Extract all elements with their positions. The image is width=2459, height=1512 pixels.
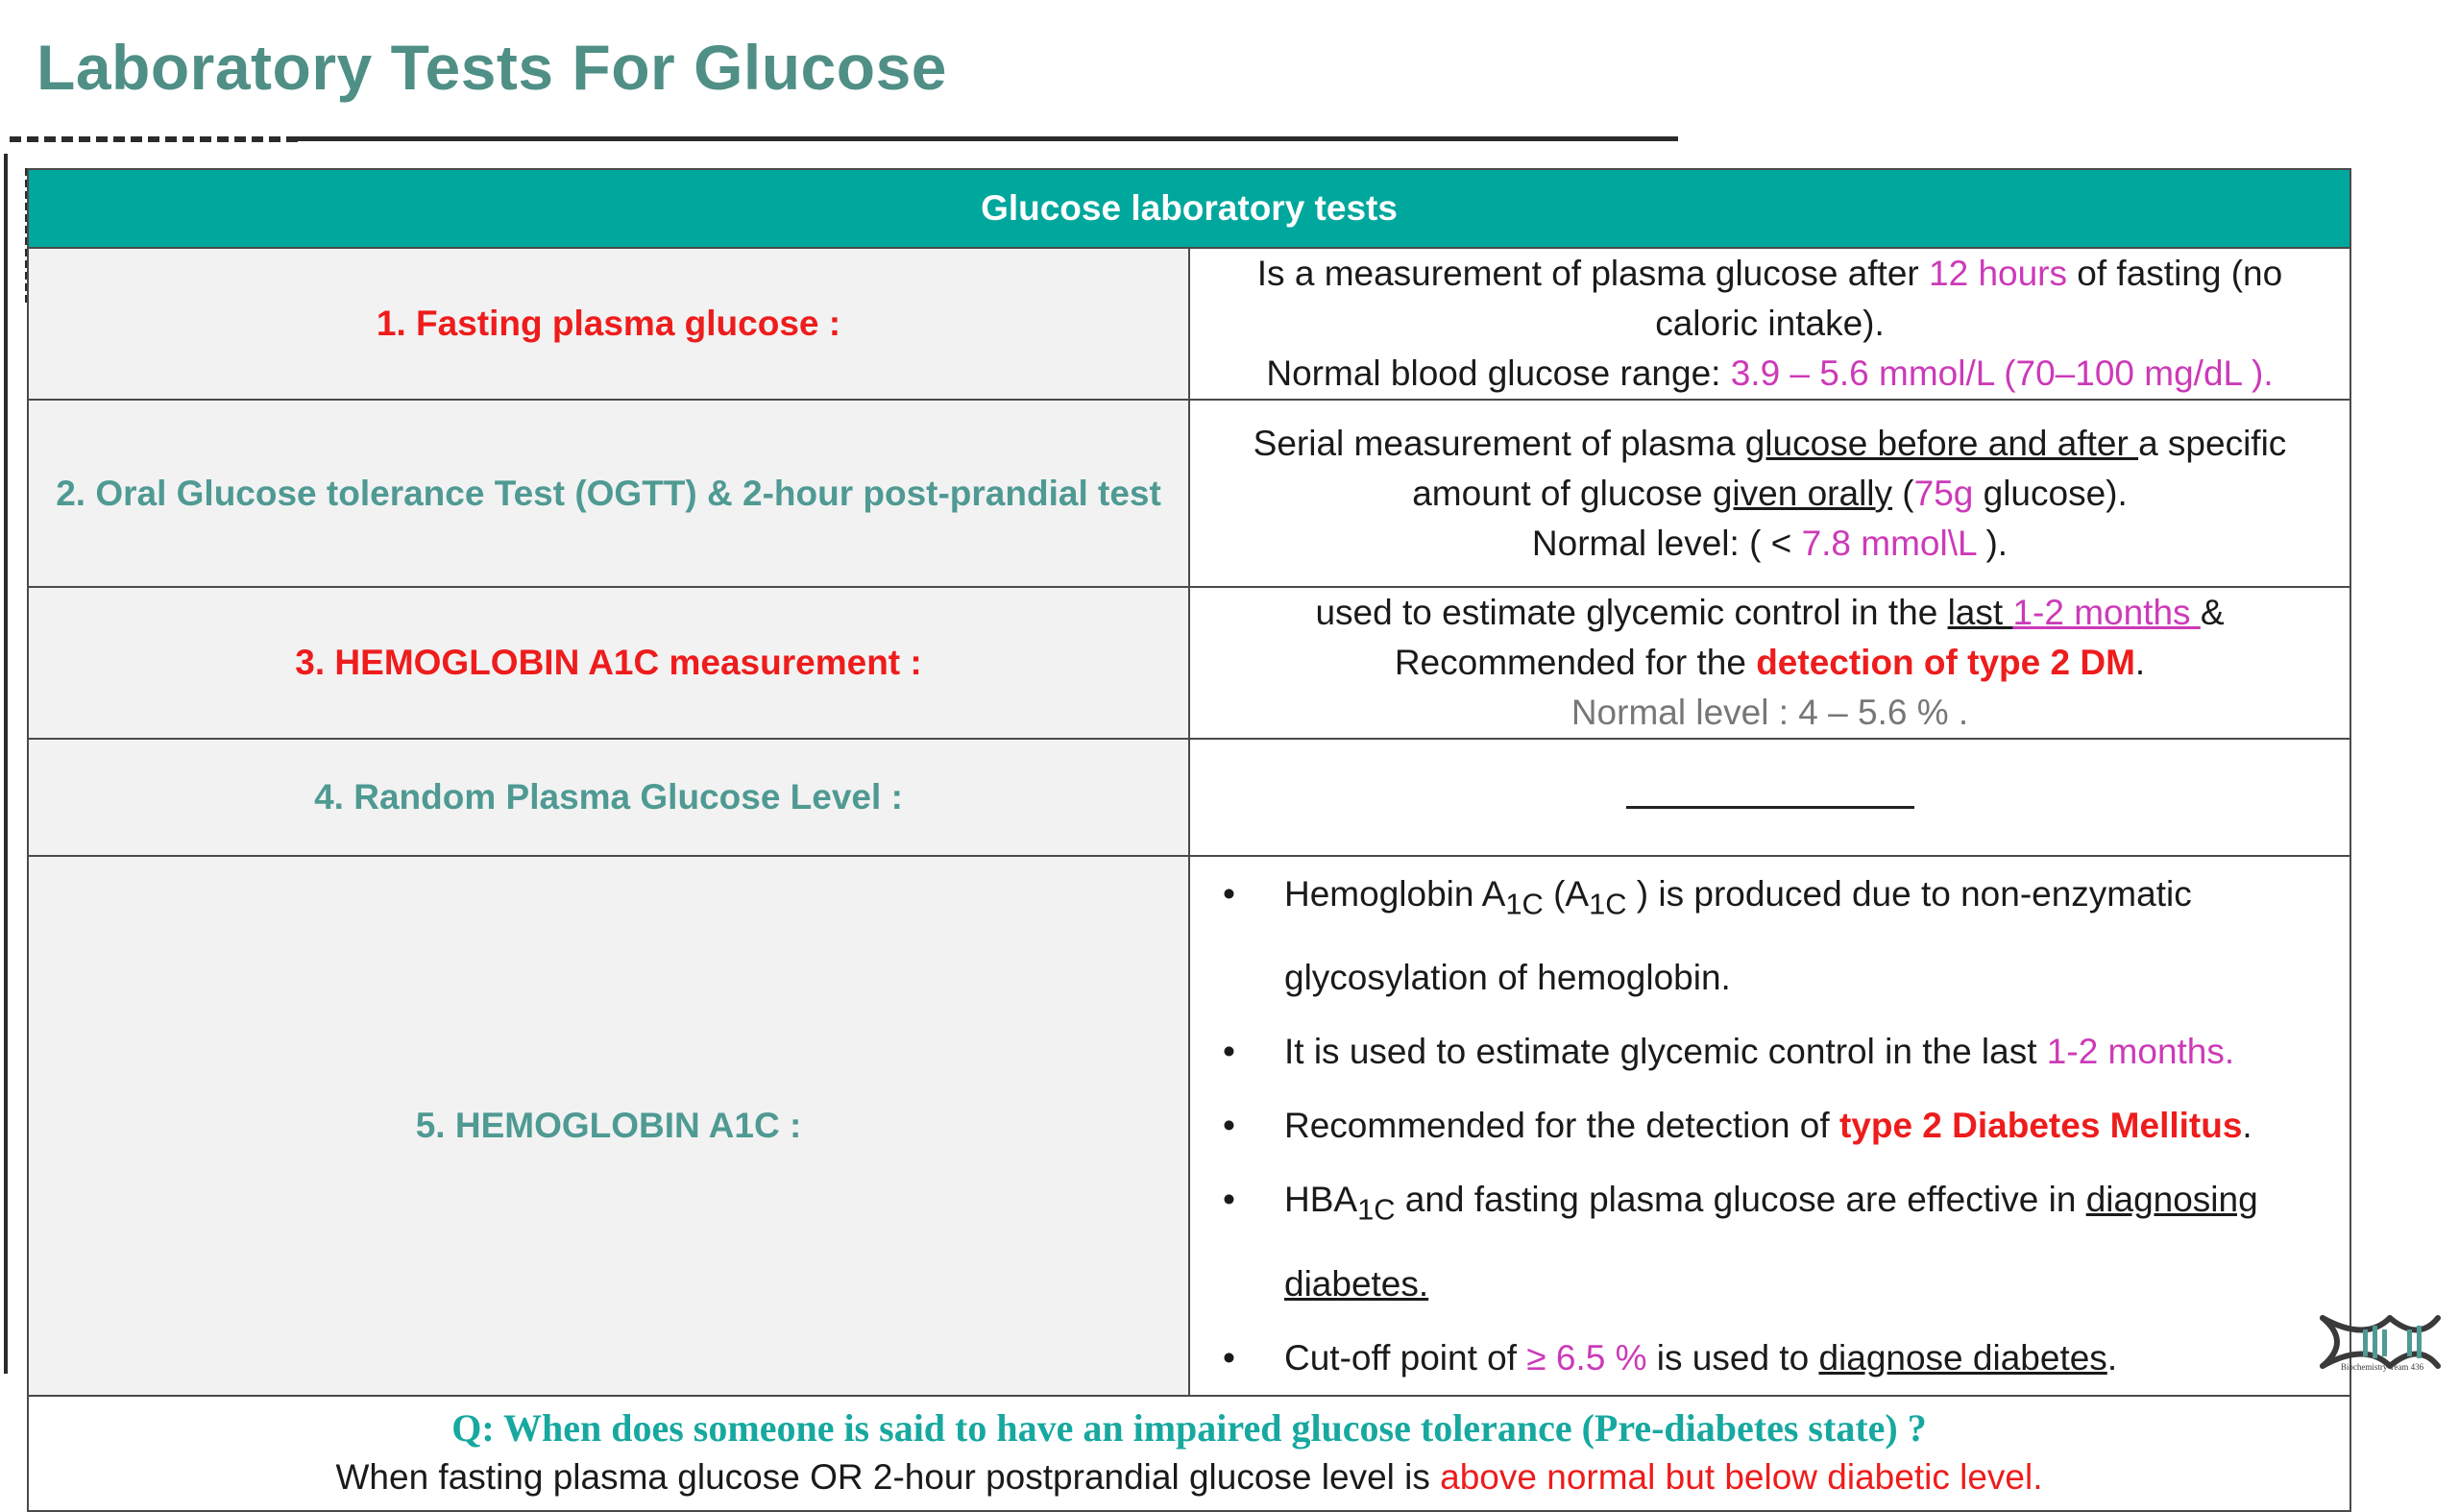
fasting-hours: 12 hours [1929, 254, 2068, 293]
table-row [28, 1396, 2350, 1511]
table-header: Glucose laboratory tests [28, 169, 2350, 248]
list-item: • Recommended for the detection of type 2 Diabetes Mellitus. [1207, 1088, 2332, 1162]
fasting-range-value: 3.9 – 5.6 mmol/L (70–100 mg/dL ). [1730, 354, 2274, 393]
hba1c-text: used to estimate glycemic control in the [1315, 593, 1948, 632]
ogtt-text-2: a specific amount of glucose [1412, 423, 2287, 513]
question-text: Q: When does someone is said to have an impaired glucose tolerance (Pre-diabetes state) ? [451, 1406, 1927, 1451]
ogtt-normal-label: Normal level: ( < [1531, 523, 1802, 563]
hba1c-normal-level: Normal level : 4 – 5.6 % . [1570, 693, 1969, 732]
table-row [28, 856, 2350, 1396]
ogtt-paren: ( [1892, 473, 1914, 513]
row-content-ogtt [1189, 400, 2350, 587]
row-label-random: 4. Random Plasma Glucose Level : [28, 739, 1189, 856]
list-item: • Hemoglobin $A_{1C}$ ($A_{1C}$ ) is produced due to non-enzymatic glycosylation of hemoglobin. [1207, 857, 2332, 1014]
answer-text: When fasting plasma glucose OR 2-hour postprandial glucose level is [335, 1457, 1441, 1498]
title-solid-rule [298, 136, 1678, 141]
hba1c-detection: detection of type 2 DM [1756, 643, 2135, 682]
row-label-ogtt: 2. Oral Glucose tolerance Test (OGTT) & 2-hour post-prandial test [28, 400, 1189, 587]
row-label-fasting: 1. Fasting plasma glucose : [28, 248, 1189, 400]
hba1c-last: last [1947, 593, 2013, 632]
ogtt-normal-value: 7.8 mmol\L [1801, 523, 1977, 563]
page-title: Laboratory Tests For Glucose [37, 32, 947, 103]
row-content-random [1189, 739, 2350, 856]
glucose-tests-table [27, 168, 2351, 1512]
blank-line [1626, 779, 1914, 809]
hba1c-months: 1-2 months [2012, 593, 2201, 632]
list-item: • $HBA_{1C}$ and fasting plasma glucose are effective in diagnosing diabetes. [1207, 1162, 2332, 1320]
row-content-fasting [1189, 248, 2350, 400]
ogtt-amount: 75g [1913, 473, 1974, 513]
ogtt-before-after: glucose before and after [1744, 423, 2139, 463]
table-row [28, 400, 2350, 587]
answer-highlight: above normal but below diabetic level. [1440, 1457, 2043, 1498]
ogtt-text: Serial measurement of plasma [1253, 423, 1745, 463]
title-dashed-rule [10, 136, 298, 142]
list-item: • It is used to estimate glycemic control in the last 1-2 months. [1207, 1014, 2332, 1088]
list-item: • Cut-off point of ≥ 6.5 % is used to diagnose diabetes. [1207, 1321, 2332, 1395]
row-label-hba1c-measurement: 3. HEMOGLOBIN A1C measurement : [28, 587, 1189, 739]
question-cell [28, 1396, 2350, 1511]
fasting-range-label: Normal blood glucose range: [1266, 354, 1731, 393]
fasting-text-end: of fasting (no caloric intake). [1655, 254, 2283, 343]
logo-caption: Biochemistry Team 436 [2340, 1362, 2424, 1372]
left-vertical-rule [4, 154, 8, 1374]
ogtt-glucose: glucose). [1973, 473, 2128, 513]
table-row [28, 587, 2350, 739]
fasting-text: Is a measurement of plasma glucose after [1256, 254, 1930, 293]
row-content-hba1c-measurement [1189, 587, 2350, 739]
ogtt-given-orally: given orally [1712, 473, 1893, 513]
ogtt-normal-end: ). [1976, 523, 2009, 563]
row-label-hba1c: 5. HEMOGLOBIN A1C : [28, 856, 1189, 1396]
row-content-hba1c [1189, 856, 2350, 1396]
hba1c-bullet-list [1207, 857, 2332, 1395]
table-row [28, 739, 2350, 856]
table-row [28, 248, 2350, 400]
hba1c-recommended: & Recommended for the [1394, 593, 2225, 682]
hba1c-period: . [2134, 643, 2146, 682]
